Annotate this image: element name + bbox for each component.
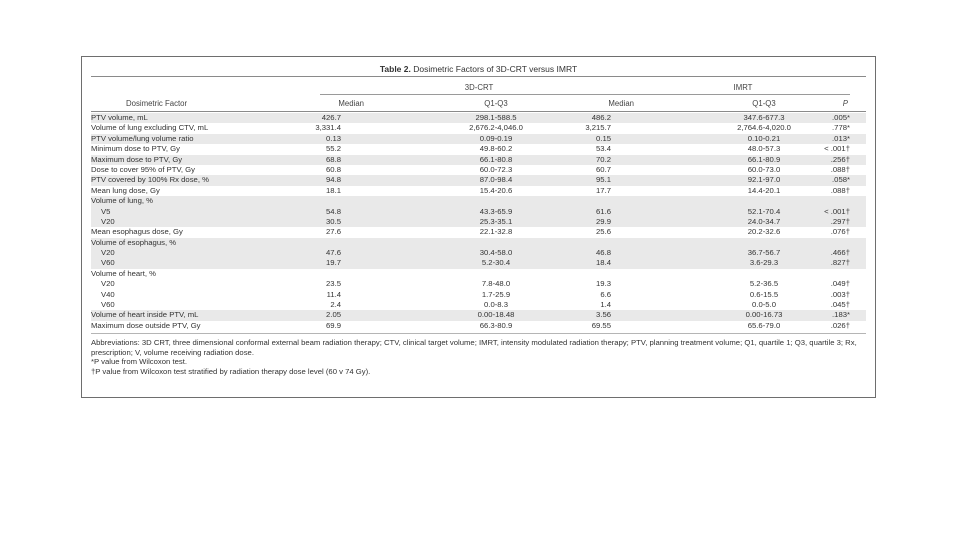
q1q3-imrt-cell: 0.0-5.0 — [752, 300, 776, 310]
median-3dcrt-cell: 19.7 — [326, 258, 341, 268]
p-value-cell: .256† — [830, 154, 850, 164]
median-imrt-cell: 0.15 — [596, 133, 611, 143]
q1q3-3dcrt-cell: 87.0-98.4 — [479, 175, 513, 185]
q1q3-3dcrt-cell: 66.3-80.9 — [479, 320, 513, 330]
median-3dcrt-cell: 3,331.4 — [315, 123, 341, 133]
p-value-cell: .003† — [830, 289, 850, 299]
median-imrt-cell: 95.1 — [596, 175, 611, 185]
table-row — [91, 134, 866, 144]
median-3dcrt-cell: 55.2 — [326, 144, 341, 154]
row-label-cell: Mean esophagus dose, Gy — [91, 227, 183, 237]
median-3dcrt-cell: 69.9 — [326, 320, 341, 330]
q1q3-3dcrt-cell: 0.0-8.3 — [484, 300, 508, 310]
table-row — [91, 248, 866, 258]
q1q3-imrt-cell: 3.6-29.3 — [749, 258, 779, 268]
median-3dcrt-cell: 0.13 — [326, 133, 341, 143]
q1q3-3dcrt-cell: 15.4-20.6 — [479, 185, 513, 195]
row-label-cell: V60 — [101, 258, 115, 268]
p-value-cell: .049† — [830, 279, 850, 289]
q1q3-3dcrt-cell: 66.1-80.8 — [479, 154, 513, 164]
table-number: Table 2. — [379, 64, 411, 74]
q1q3-3dcrt-cell: 5.2-30.4 — [481, 258, 511, 268]
table-row — [91, 279, 866, 289]
q1q3-3dcrt-cell: 298.1-588.5 — [475, 113, 517, 122]
row-label-cell: V40 — [101, 289, 115, 299]
row-label-cell: Volume of lung excluding CTV, mL — [91, 123, 209, 133]
q1q3-imrt-cell: 24.0-34.7 — [747, 216, 781, 226]
q1q3-3dcrt-cell: 25.3-35.1 — [479, 216, 513, 226]
table-row — [91, 300, 866, 310]
q1q3-3dcrt-cell: 43.3-65.9 — [479, 206, 513, 216]
rule-top — [91, 76, 866, 77]
table-frame — [81, 56, 876, 398]
p-value-cell: < .001† — [824, 206, 850, 216]
median-3dcrt-cell: 2.05 — [326, 310, 341, 320]
table-row — [91, 123, 866, 133]
q1q3-imrt-cell: 0.00-16.73 — [745, 310, 783, 320]
table-row — [91, 207, 866, 217]
table-row — [91, 217, 866, 227]
row-label-cell: Volume of heart inside PTV, mL — [91, 310, 199, 320]
q1q3-3dcrt-cell: 0.00-18.48 — [477, 310, 515, 320]
q1q3-imrt-cell: 20.2-32.6 — [747, 227, 781, 237]
p-value-cell: .183* — [832, 310, 850, 320]
table-row — [91, 238, 866, 248]
row-label-cell: V20 — [101, 279, 115, 289]
table-row — [91, 227, 866, 237]
median-3dcrt-cell: 11.4 — [326, 289, 341, 299]
p-value-cell: .026† — [830, 320, 850, 330]
table-body — [91, 113, 866, 331]
row-label-cell: V60 — [101, 300, 115, 310]
header-q1q3-imrt: Q1-Q3 — [752, 99, 776, 108]
median-imrt-cell: 17.7 — [596, 185, 611, 195]
rule-group-imrt — [578, 94, 850, 95]
q1q3-imrt-cell: 14.4-20.1 — [747, 185, 781, 195]
median-3dcrt-cell: 18.1 — [326, 185, 341, 195]
table-row — [91, 175, 866, 185]
q1q3-3dcrt-cell: 0.09-0.19 — [479, 133, 513, 143]
p-value-cell: .297† — [830, 216, 850, 226]
q1q3-imrt-cell: 52.1-70.4 — [747, 206, 781, 216]
median-imrt-cell: 53.4 — [596, 144, 611, 154]
row-label-cell: V20 — [101, 216, 115, 226]
median-imrt-cell: 6.6 — [600, 289, 611, 299]
row-label-cell: Mean lung dose, Gy — [91, 185, 160, 195]
p-value-cell: .088† — [830, 185, 850, 195]
q1q3-imrt-cell: 0.10-0.21 — [747, 133, 781, 143]
rule-header-bottom — [91, 111, 866, 112]
q1q3-3dcrt-cell: 7.8-48.0 — [481, 279, 511, 289]
median-3dcrt-cell: 94.8 — [326, 175, 341, 185]
p-value-cell: .058* — [832, 175, 850, 185]
table-row — [91, 269, 866, 279]
median-imrt-cell: 486.2 — [591, 113, 611, 122]
header-group-3dcrt: 3D-CRT — [464, 83, 494, 92]
row-label-cell: Volume of lung, % — [91, 196, 153, 206]
median-3dcrt-cell: 54.8 — [326, 206, 341, 216]
table-row — [91, 196, 866, 206]
p-value-cell: .076† — [830, 227, 850, 237]
median-imrt-cell: 61.6 — [596, 206, 611, 216]
p-value-cell: .088† — [830, 164, 850, 174]
q1q3-3dcrt-cell: 2,676.2-4,046.0 — [469, 123, 523, 133]
row-label-cell: Volume of heart, % — [91, 268, 156, 278]
footnote: †P value from Wilcoxon test stratified by radiation therapy dose level (60 v 74 Gy). — [91, 366, 371, 376]
table-caption: Dosimetric Factors of 3D-CRT versus IMRT — [413, 64, 578, 74]
row-label-cell: PTV covered by 100% Rx dose, % — [91, 175, 209, 185]
header-median-3dcrt: Median — [338, 99, 364, 108]
median-imrt-cell: 1.4 — [600, 300, 611, 310]
table-title — [82, 64, 875, 74]
row-label-cell: PTV volume, mL — [91, 113, 148, 122]
median-imrt-cell: 3.56 — [596, 310, 611, 320]
q1q3-imrt-cell: 2,764.6-4,020.0 — [737, 123, 791, 133]
table-row — [91, 113, 866, 123]
table-footnotes — [91, 338, 861, 376]
median-3dcrt-cell: 23.5 — [326, 279, 341, 289]
median-imrt-cell: 29.9 — [596, 216, 611, 226]
p-value-cell: < .001† — [824, 144, 850, 154]
q1q3-imrt-cell: 347.6-677.3 — [743, 113, 785, 122]
table-row — [91, 155, 866, 165]
table-row — [91, 310, 866, 320]
median-3dcrt-cell: 426.7 — [321, 113, 341, 122]
median-3dcrt-cell: 47.6 — [326, 248, 341, 258]
p-value-cell: .466† — [830, 248, 850, 258]
header-dosimetric-factor: Dosimetric Factor — [126, 99, 188, 108]
median-imrt-cell: 25.6 — [596, 227, 611, 237]
footnote: Abbreviations: 3D CRT, three dimensional conformal external beam radiation therapy; CTV, clinical target volume; IMRT, intensity modulated radiation therapy; PTV, planning treatment volume; Q1, quartile 1; Q3, quartile 3; Rx, prescription; V, volume receiving radiation dose. — [91, 338, 857, 357]
footnote: *P value from Wilcoxon test. — [91, 357, 187, 367]
table-row — [91, 144, 866, 154]
median-3dcrt-cell: 30.5 — [326, 216, 341, 226]
row-label-cell: PTV volume/lung volume ratio — [91, 133, 194, 143]
header-p-value: P — [842, 99, 848, 108]
q1q3-3dcrt-cell: 49.8-60.2 — [479, 144, 513, 154]
row-label-cell: Volume of esophagus, % — [91, 237, 177, 247]
table-row — [91, 321, 866, 331]
median-imrt-cell: 60.7 — [596, 164, 611, 174]
median-imrt-cell: 70.2 — [596, 154, 611, 164]
header-group-imrt: IMRT — [733, 83, 753, 92]
median-3dcrt-cell: 27.6 — [326, 227, 341, 237]
row-label-cell: Minimum dose to PTV, Gy — [91, 144, 181, 154]
q1q3-imrt-cell: 48.0-57.3 — [747, 144, 781, 154]
table-row — [91, 290, 866, 300]
q1q3-imrt-cell: 65.6-79.0 — [747, 320, 781, 330]
p-value-cell: .013* — [832, 133, 850, 143]
row-label-cell: V20 — [101, 248, 115, 258]
p-value-cell: .778* — [832, 123, 850, 133]
q1q3-3dcrt-cell: 22.1-32.8 — [479, 227, 513, 237]
median-3dcrt-cell: 60.8 — [326, 164, 341, 174]
header-median-imrt: Median — [608, 99, 634, 108]
header-q1q3-3dcrt: Q1-Q3 — [484, 99, 508, 108]
q1q3-imrt-cell: 60.0-73.0 — [747, 164, 781, 174]
median-imrt-cell: 46.8 — [596, 248, 611, 258]
q1q3-3dcrt-cell: 1.7-25.9 — [481, 289, 511, 299]
q1q3-3dcrt-cell: 60.0-72.3 — [479, 164, 513, 174]
median-imrt-cell: 18.4 — [596, 258, 611, 268]
p-value-cell: .045† — [830, 300, 850, 310]
q1q3-3dcrt-cell: 30.4-58.0 — [479, 248, 513, 258]
rule-table-bottom — [91, 333, 866, 334]
row-label-cell: Maximum dose to PTV, Gy — [91, 154, 183, 164]
table-row — [91, 186, 866, 196]
q1q3-imrt-cell: 36.7-56.7 — [747, 248, 781, 258]
table-row — [91, 258, 866, 268]
p-value-cell: .005* — [832, 113, 850, 122]
table-row — [91, 165, 866, 175]
median-3dcrt-cell: 2.4 — [330, 300, 341, 310]
q1q3-imrt-cell: 5.2-36.5 — [749, 279, 779, 289]
row-label-cell: Maximum dose outside PTV, Gy — [91, 320, 201, 330]
median-3dcrt-cell: 68.8 — [326, 154, 341, 164]
q1q3-imrt-cell: 92.1-97.0 — [747, 175, 781, 185]
median-imrt-cell: 3,215.7 — [585, 123, 611, 133]
median-imrt-cell: 69.55 — [591, 320, 611, 330]
p-value-cell: .827† — [830, 258, 850, 268]
rule-group-3dcrt — [320, 94, 610, 95]
row-label-cell: Dose to cover 95% of PTV, Gy — [91, 164, 195, 174]
row-label-cell: V5 — [101, 206, 111, 216]
median-imrt-cell: 19.3 — [596, 279, 611, 289]
q1q3-imrt-cell: 0.6-15.5 — [749, 289, 779, 299]
q1q3-imrt-cell: 66.1-80.9 — [747, 154, 781, 164]
